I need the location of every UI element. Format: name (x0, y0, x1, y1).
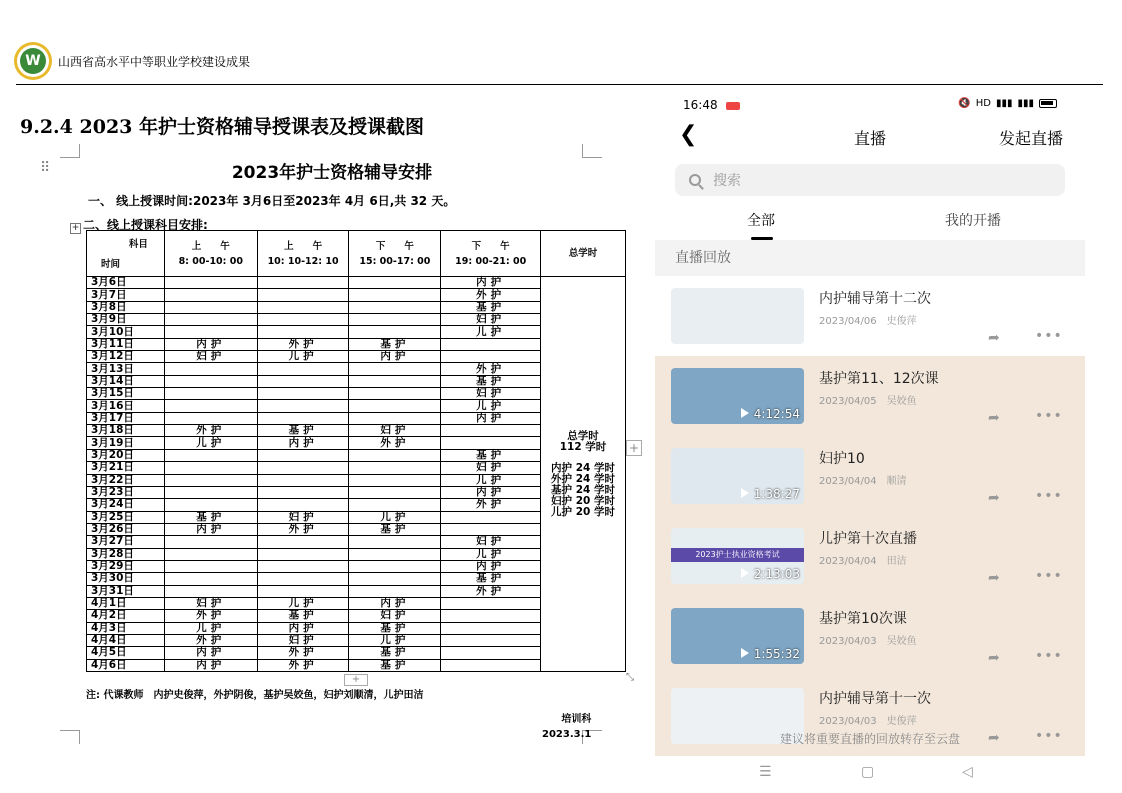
subject-cell (349, 462, 441, 474)
date-cell: 3月24日 (87, 499, 165, 511)
document-title: 2023年护士资格辅导安排 (231, 163, 433, 183)
subject-cell: 外护 (257, 523, 349, 535)
section-title: 9.2.4 2023 年护士资格辅导授课表及授课截图 (20, 116, 425, 138)
mute-icon: 🔇 (958, 98, 971, 109)
subject-cell: 外护 (441, 585, 541, 597)
video-thumbnail[interactable] (671, 288, 804, 344)
subject-cell (164, 314, 257, 326)
column-header: 上 午 8: 00-10: 00 (164, 231, 257, 277)
subject-cell: 外护 (441, 289, 541, 301)
signature-block: 培训科 2023.3.1 (542, 714, 592, 740)
status-time: 16:48 (683, 98, 740, 112)
subject-cell: 妇护 (441, 388, 541, 400)
date-cell: 3月17日 (87, 412, 165, 424)
subject-cell: 基护 (349, 523, 441, 535)
column-header: 下 午 15: 00-17: 00 (349, 231, 441, 277)
header-title: 山西省高水平中等职业学校建设成果 (58, 54, 251, 69)
crop-mark (582, 144, 602, 158)
date-cell: 4月5日 (87, 647, 165, 659)
total-hours-cell: 总学时 112 学时 内护 24 学时 外护 24 学时 基护 24 学时 妇护 20 学时 儿护 20 学时 (541, 277, 626, 672)
subject-cell: 基护 (164, 511, 257, 523)
subject-cell (349, 412, 441, 424)
duration-label: 2:13:03 (741, 567, 800, 581)
date-cell: 3月15日 (87, 388, 165, 400)
section-header: 直播回放 (655, 240, 1085, 276)
subject-cell: 妇护 (349, 610, 441, 622)
subject-cell (441, 425, 541, 437)
duration-label: 1:38:27 (741, 487, 800, 501)
subject-cell (257, 326, 349, 338)
subject-cell: 内护 (441, 486, 541, 498)
subject-cell (349, 486, 441, 498)
replay-title: 儿护第十次直播 (819, 531, 917, 547)
subject-cell: 妇护 (349, 425, 441, 437)
date-cell: 3月12日 (87, 351, 165, 363)
play-icon (741, 648, 749, 658)
subject-cell: 妇护 (164, 597, 257, 609)
play-icon (741, 488, 749, 498)
subject-cell: 基护 (349, 338, 441, 350)
corner-header: 科目 时间 (87, 231, 165, 277)
subject-cell (257, 486, 349, 498)
subject-cell: 外护 (164, 634, 257, 646)
replay-item[interactable] (655, 596, 1085, 676)
tab-my-lives[interactable]: 我的开播 (945, 213, 1001, 229)
subject-cell: 内护 (441, 277, 541, 289)
subject-cell (257, 363, 349, 375)
replay-meta: 2023/04/04 田洁 (819, 556, 907, 567)
subject-cell (441, 622, 541, 634)
replay-meta: 2023/04/06 史俊萍 (819, 316, 917, 327)
back-icon[interactable]: ❮ (679, 122, 698, 147)
duration-label: 1:55:32 (741, 647, 800, 661)
subject-cell: 外护 (257, 338, 349, 350)
date-cell: 4月4日 (87, 634, 165, 646)
date-cell: 3月28日 (87, 548, 165, 560)
online-period: 一、 线上授课时间:2023年 3月6日至2023年 4月 6日,共 32 天。 (88, 194, 456, 208)
subject-cell (164, 573, 257, 585)
subject-cell (349, 375, 441, 387)
subject-cell: 内护 (441, 560, 541, 572)
search-icon (689, 174, 701, 186)
date-cell: 4月3日 (87, 622, 165, 634)
date-cell: 3月26日 (87, 523, 165, 535)
subject-cell: 儿护 (349, 511, 441, 523)
video-thumbnail[interactable] (671, 608, 804, 664)
subject-cell: 儿护 (441, 474, 541, 486)
subject-cell (349, 560, 441, 572)
subject-cell: 外护 (441, 499, 541, 511)
crop-mark (60, 730, 80, 744)
date-cell: 3月13日 (87, 363, 165, 375)
subject-cell: 儿护 (441, 548, 541, 560)
date-cell: 3月10日 (87, 326, 165, 338)
subject-cell: 儿护 (257, 351, 349, 363)
date-cell: 3月7日 (87, 289, 165, 301)
video-thumbnail[interactable] (671, 448, 804, 504)
subject-cell (349, 277, 441, 289)
replay-title: 基护第11、12次课 (819, 371, 939, 387)
subject-cell (164, 486, 257, 498)
subject-cell (164, 560, 257, 572)
subject-cell: 基护 (349, 659, 441, 671)
subject-cell (349, 573, 441, 585)
add-row-button[interactable]: + (344, 674, 368, 686)
subject-cell (441, 351, 541, 363)
subject-cell: 妇护 (164, 351, 257, 363)
nav-title: 直播 (853, 129, 886, 148)
replay-meta: 2023/04/03 史俊萍 (819, 716, 917, 727)
subject-cell: 基护 (441, 449, 541, 461)
subject-cell (257, 277, 349, 289)
subject-cell (349, 314, 441, 326)
column-header: 上 午 10: 10-12: 10 (257, 231, 349, 277)
subject-cell (164, 474, 257, 486)
subject-cell (349, 326, 441, 338)
subject-cell: 妇护 (257, 511, 349, 523)
subject-cell: 基护 (441, 375, 541, 387)
start-live-button[interactable]: 发起直播 (998, 129, 1063, 148)
subject-cell (257, 400, 349, 412)
header-divider (16, 84, 1103, 85)
subject-cell: 基护 (257, 610, 349, 622)
date-cell: 3月8日 (87, 301, 165, 313)
subject-cell (349, 449, 441, 461)
date-cell: 3月22日 (87, 474, 165, 486)
battery-icon (1039, 99, 1057, 108)
subject-cell (164, 536, 257, 548)
subject-cell: 内护 (164, 659, 257, 671)
replay-title: 内护辅导第十一次 (819, 691, 931, 707)
date-cell: 4月6日 (87, 659, 165, 671)
subject-cell: 妇护 (441, 462, 541, 474)
subject-cell: 儿护 (257, 597, 349, 609)
subject-cell (257, 536, 349, 548)
subject-cell: 基护 (349, 622, 441, 634)
subject-cell: 儿护 (164, 437, 257, 449)
subject-cell (257, 412, 349, 424)
schedule-document (40, 144, 642, 744)
replay-item[interactable] (655, 436, 1085, 516)
back-nav-icon[interactable]: ◁ (962, 764, 973, 780)
subject-cell: 儿护 (164, 622, 257, 634)
subject-cell (257, 499, 349, 511)
date-cell: 4月2日 (87, 610, 165, 622)
subject-cell (164, 400, 257, 412)
subject-cell: 内护 (164, 523, 257, 535)
share-icon[interactable]: ➦ (988, 650, 1000, 666)
share-icon[interactable]: ➦ (988, 330, 1000, 346)
subject-cell: 基护 (441, 301, 541, 313)
subject-cell: 基护 (257, 425, 349, 437)
more-icon[interactable]: ••• (1035, 328, 1063, 344)
subject-cell (257, 314, 349, 326)
subject-cell: 外护 (164, 610, 257, 622)
date-cell: 3月23日 (87, 486, 165, 498)
subject-cell (349, 474, 441, 486)
date-cell: 3月14日 (87, 375, 165, 387)
column-header: 下 午 19: 00-21: 00 (441, 231, 541, 277)
replay-item[interactable] (655, 516, 1085, 596)
subject-cell (164, 548, 257, 560)
subject-cell (441, 634, 541, 646)
phone-screenshot (655, 92, 1085, 792)
subject-cell (441, 338, 541, 350)
date-cell: 3月19日 (87, 437, 165, 449)
subject-cell: 外护 (257, 659, 349, 671)
subject-cell (257, 573, 349, 585)
share-icon[interactable]: ➦ (988, 490, 1000, 506)
subject-cell (257, 462, 349, 474)
date-cell: 3月25日 (87, 511, 165, 523)
replay-title: 基护第10次课 (819, 611, 907, 627)
share-icon[interactable]: ➦ (988, 410, 1000, 426)
date-cell: 3月20日 (87, 449, 165, 461)
replay-title: 妇护10 (819, 451, 865, 467)
subject-cell: 内护 (164, 338, 257, 350)
status-icons: 🔇 HD ▮▮▮ ▮▮▮ (958, 98, 1057, 109)
subject-cell: 外护 (349, 437, 441, 449)
menu-icon[interactable]: ☰ (759, 764, 772, 780)
subject-cell (257, 301, 349, 313)
subject-cell (164, 585, 257, 597)
subject-cell: 外护 (257, 647, 349, 659)
share-icon[interactable]: ➦ (988, 730, 1000, 746)
subject-cell (257, 449, 349, 461)
date-cell: 3月11日 (87, 338, 165, 350)
subject-cell: 基护 (441, 573, 541, 585)
subject-cell: 儿护 (441, 400, 541, 412)
subject-cell (257, 560, 349, 572)
subject-cell (164, 388, 257, 400)
schedule-table (86, 230, 626, 672)
resize-handle-icon[interactable]: ⤡ (626, 672, 634, 683)
subject-cell (164, 462, 257, 474)
date-cell: 3月9日 (87, 314, 165, 326)
subject-cell (257, 375, 349, 387)
share-icon[interactable]: ➦ (988, 570, 1000, 586)
replay-meta: 2023/04/04 顺清 (819, 476, 907, 487)
signal-icon: ▮▮▮ (1017, 98, 1034, 109)
subject-cell: 外护 (441, 363, 541, 375)
more-icon[interactable]: ••• (1035, 648, 1063, 664)
subject-cell (257, 548, 349, 560)
subject-cell: 妇护 (257, 634, 349, 646)
more-icon[interactable]: ••• (1035, 568, 1063, 584)
date-cell: 3月21日 (87, 462, 165, 474)
subject-cell (164, 363, 257, 375)
play-icon (741, 408, 749, 418)
date-cell: 3月18日 (87, 425, 165, 437)
date-cell: 3月30日 (87, 573, 165, 585)
subject-cell (257, 474, 349, 486)
subject-cell: 内护 (257, 622, 349, 634)
signal-icon: ▮▮▮ (995, 98, 1013, 109)
total-hours-header: 总学时 (541, 231, 626, 277)
date-cell: 3月6日 (87, 277, 165, 289)
subject-cell (164, 412, 257, 424)
subject-cell: 内护 (441, 412, 541, 424)
subject-cell (349, 363, 441, 375)
date-cell: 3月27日 (87, 536, 165, 548)
duration-label: 4:12:54 (741, 407, 800, 421)
tab-all[interactable]: 全部 (747, 213, 775, 229)
subject-cell: 儿护 (441, 326, 541, 338)
replay-meta: 2023/04/03 吴姣鱼 (819, 636, 917, 647)
video-thumbnail[interactable] (671, 368, 804, 424)
teacher-note: 注: 代课教师 内护史俊萍，外护阴俊，基护吴姣鱼，妇护刘顺清，儿护田洁 (86, 690, 424, 701)
subject-cell: 儿护 (349, 634, 441, 646)
subject-cell (349, 301, 441, 313)
subject-cell (164, 375, 257, 387)
subject-cell: 内护 (349, 351, 441, 363)
subject-cell (164, 499, 257, 511)
more-icon[interactable]: ••• (1035, 488, 1063, 504)
subject-cell (349, 388, 441, 400)
subject-cell (164, 277, 257, 289)
subject-cell: 妇护 (441, 536, 541, 548)
subject-cell (441, 597, 541, 609)
search-input[interactable]: 搜索 (675, 164, 1065, 196)
home-icon[interactable]: ▢ (861, 764, 875, 780)
subject-cell (257, 289, 349, 301)
subject-cell: 内护 (349, 597, 441, 609)
replay-meta: 2023/04/05 吴姣鱼 (819, 396, 917, 407)
subject-cell (349, 499, 441, 511)
add-column-button[interactable]: + (626, 440, 642, 456)
cloud-hint: 建议将重要直播的回放转存至云盘 (779, 732, 960, 746)
date-cell: 4月1日 (87, 597, 165, 609)
subject-cell: 内护 (164, 647, 257, 659)
subject-cell (349, 400, 441, 412)
subject-cell (441, 437, 541, 449)
subject-cell (164, 301, 257, 313)
replay-item[interactable] (655, 276, 1085, 356)
subject-heading: + 二、线上授课科目安排: (71, 218, 208, 233)
subject-cell (257, 585, 349, 597)
subject-cell (257, 388, 349, 400)
subject-cell (349, 536, 441, 548)
crop-mark (60, 144, 80, 158)
subject-cell: 妇护 (441, 314, 541, 326)
subject-cell (164, 326, 257, 338)
subject-cell (441, 610, 541, 622)
move-icon: + (71, 223, 80, 233)
subject-cell (349, 585, 441, 597)
replay-item[interactable] (655, 356, 1085, 436)
subject-cell (441, 511, 541, 523)
schedule-row (87, 277, 626, 289)
subject-cell (441, 659, 541, 671)
subject-cell (164, 289, 257, 301)
date-cell: 3月31日 (87, 585, 165, 597)
school-logo: W (14, 42, 52, 80)
subject-cell (441, 523, 541, 535)
page-header (14, 42, 250, 80)
subject-cell (349, 548, 441, 560)
subject-cell (164, 449, 257, 461)
date-cell: 3月29日 (87, 560, 165, 572)
replay-title: 内护辅导第十二次 (819, 291, 931, 307)
subject-cell (441, 647, 541, 659)
subject-cell: 基护 (349, 647, 441, 659)
subject-cell: 外护 (164, 425, 257, 437)
play-icon (741, 568, 749, 578)
video-thumbnail[interactable]: 2023护士执业资格考试 2:13:03 (671, 528, 804, 584)
more-icon[interactable]: ••• (1035, 408, 1063, 424)
date-cell: 3月16日 (87, 400, 165, 412)
subject-cell: 内护 (257, 437, 349, 449)
subject-cell (349, 289, 441, 301)
more-icon[interactable]: ••• (1035, 728, 1063, 744)
drag-handle-icon: ⠿ (40, 160, 51, 176)
